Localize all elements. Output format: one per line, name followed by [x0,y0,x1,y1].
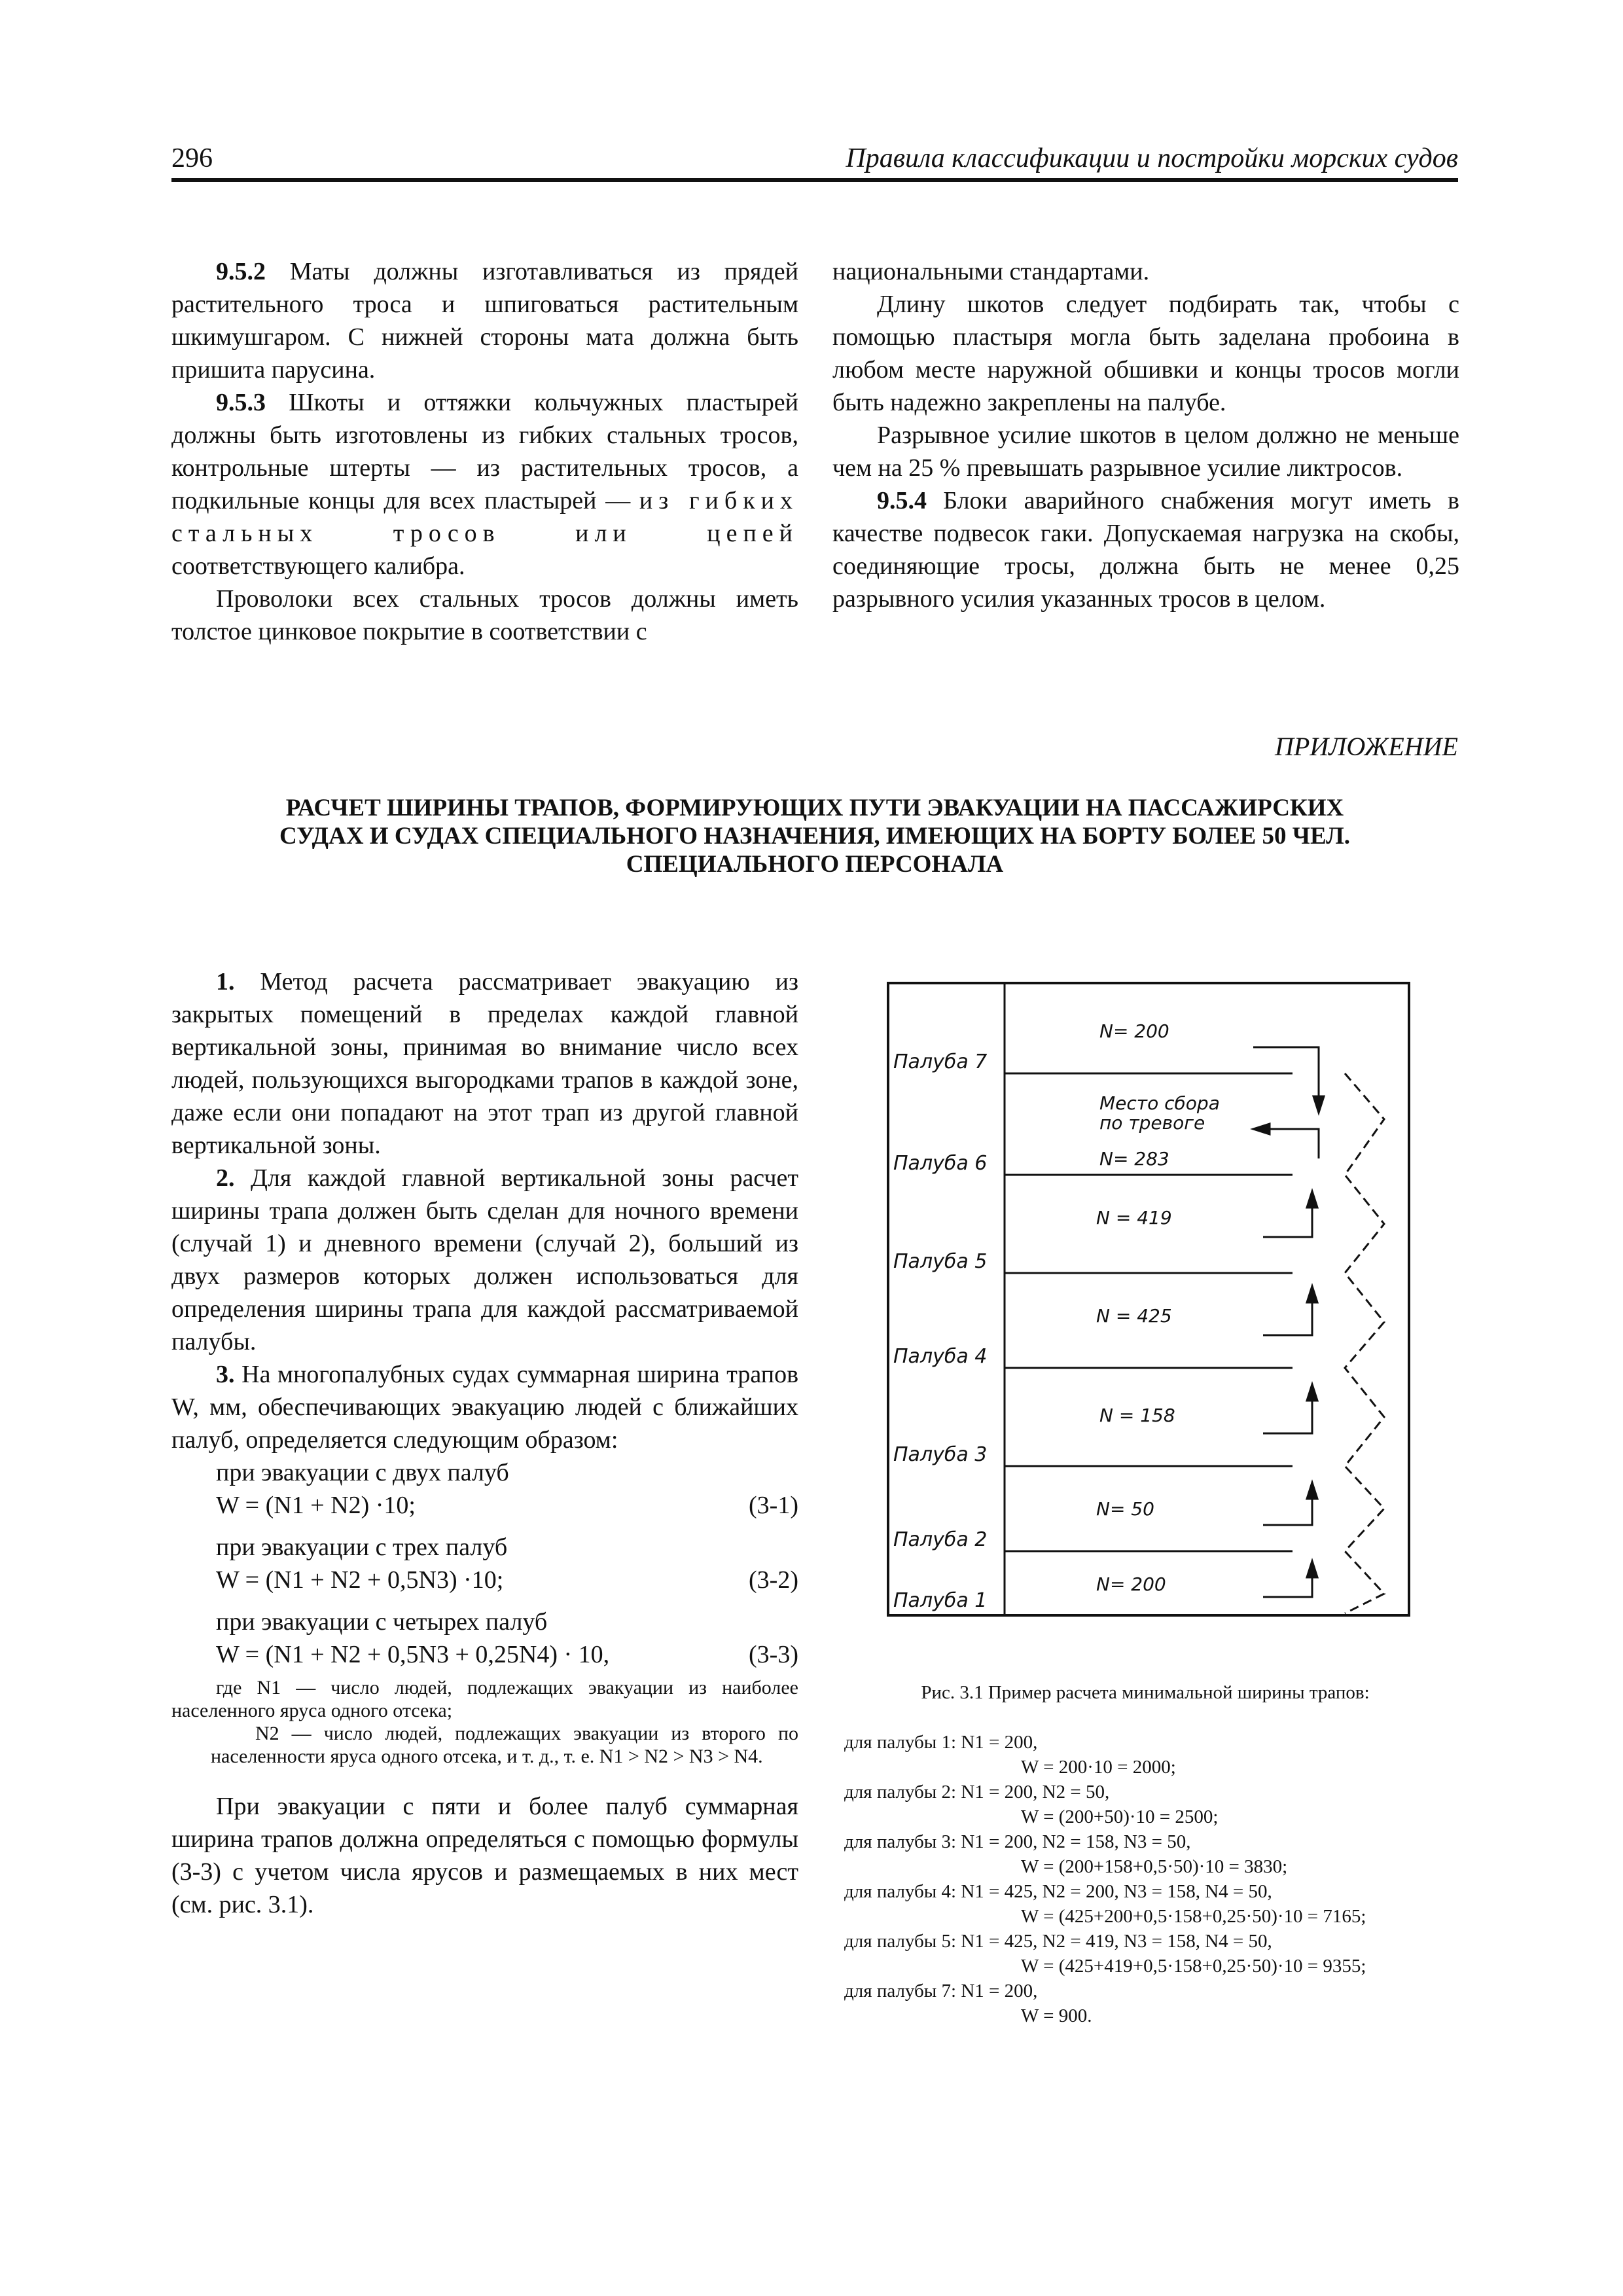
deck-label: Палуба 5 [893,1250,988,1273]
muster-station-label: Место сбора [1099,1092,1220,1114]
deck-label: Палуба 6 [893,1152,988,1175]
paragraph-9-5-2: 9.5.2 Маты должны изготавливаться из прядей растительного троса и шпиговаться растительным шкимушгаром. С нижней стороны мата должна быть пришита парусина. [171,258,798,384]
figure-frame [888,983,1409,1615]
deck-label: Палуба 1 [893,1589,988,1612]
appendix-heading [171,794,1458,878]
figure-caption: Рис. 3.1 Пример расчета минимальной ширины трапов: [921,1682,1370,1703]
paragraph-continuation: национальными стандартами. [832,258,1150,285]
occupant-count: N = 158 [1099,1405,1175,1426]
heading-line-1: РАСЧЕТ ШИРИНЫ ТРАПОВ, ФОРМИРУЮЩИХ ПУТИ ЭВАКУАЦИИ НА ПАССАЖИРСКИХ [285,795,1344,821]
calc-deck-4: для палубы 4: N1 = 425, N2 = 200, N3 = 158, N4 = 50, W = (425+200+0,5·158+0,25·50)·10 = 7165; [844,1881,1366,1927]
case-three-decks: при эвакуации с трех палуб [216,1534,508,1561]
calc-deck-5: для палубы 5: N1 = 425, N2 = 419, N3 = 158, N4 = 50, W = (425+419+0,5·158+0,25·50)·10 = 9355; [844,1931,1366,1977]
definitions [171,1676,798,1768]
deck-label: Палуба 3 [893,1443,988,1466]
body-left-column [171,965,798,1921]
calculation-list [844,1730,1366,2028]
occupant-count: N= 283 [1099,1148,1169,1170]
top-right-column [832,255,1459,615]
paragraph-9-5-3: 9.5.3 Шкоты и оттяжки кольчужных пластырей должны быть изготовлены из гибких стальных тросов, контрольные штерты — из растительных тросов, а подкильные концы для всех пластырей — из гибких стальных тросов или цепей соответствующего калибра. [171,389,799,580]
definition-n1: где N1 — число людей, подлежащих эвакуации из наиболее населенного яруса одного отсека; [171,1677,798,1721]
occupant-count: N = 419 [1096,1207,1172,1229]
deck-label: Палуба 4 [893,1345,988,1368]
equation-3-2: W = (N1 + N2 + 0,5N3) ·10; (3-2) [216,1566,798,1594]
occupant-count: N= 200 [1096,1573,1166,1595]
muster-station-label: по тревоге [1099,1112,1205,1134]
section-3: 3. На многопалубных судах суммарная ширина трапов W, мм, обеспечивающих эвакуацию людей с ближайших палуб, определяется следующим образом: [171,1361,799,1454]
appendix-label: ПРИЛОЖЕНИЕ [1275,732,1458,761]
calc-deck-2: для палубы 2: N1 = 200, N2 = 50, W = (200+50)·10 = 2500; [844,1782,1219,1827]
deck-label: Палуба 7 [893,1050,988,1073]
figure-stair-diagram [887,982,1410,1617]
case-four-decks: при эвакуации с четырех палуб [216,1608,548,1636]
calc-deck-1: для палубы 1: N1 = 200, W = 200·10 = 2000; [844,1732,1176,1778]
occupant-count: N= 200 [1099,1020,1169,1042]
definition-n2: N2 — число людей, подлежащих эвакуации из второго по населенности яруса одного отсека, и т. д., т. е. N1 > N2 > N3 > N4. [211,1723,798,1767]
page-number: 296 [171,143,213,173]
running-title: Правила классификации и постройки морских судов [846,143,1458,173]
case-two-decks: при эвакуации с двух палуб [216,1459,509,1486]
calc-deck-3: для палубы 3: N1 = 200, N2 = 158, N3 = 50, W = (200+158+0,5·50)·10 = 3830; [844,1831,1288,1877]
occupant-count: N= 50 [1096,1498,1154,1520]
deck-label: Палуба 2 [893,1528,988,1551]
section-2: 2. Для каждой главной вертикальной зоны расчет ширины трапа должен быть сделан для ночного времени (случай 1) и дневного времени (случай 2), больший из двух размеров которых должен использоваться для определения ширины трапа для каждой рассматриваемой палубы. [171,1164,798,1355]
equation-3-3: W = (N1 + N2 + 0,5N3 + 0,25N4) · 10, (3-3) [216,1641,798,1668]
final-paragraph: При эвакуации с пяти и более палуб суммарная ширина трапов должна определяться с помощью формулы (3-3) с учетом числа ярусов и размещаемых в них мест (см. рис. 3.1). [171,1793,798,1918]
heading-line-3: СПЕЦИАЛЬНОГО ПЕРСОНАЛА [626,851,1004,878]
equation-3-1: W = (N1 + N2) ·10; (3-1) [216,1492,798,1519]
header-rule [171,178,1458,182]
top-left-column [171,255,798,648]
calc-deck-7: для палубы 7: N1 = 200, W = 900. [844,1981,1092,2026]
paragraph-breaking-force: Разрывное усилие шкотов в целом должно не меньше чем на 25 % превышать разрывное усилие ликтросов. [832,422,1459,482]
paragraph-wires: Проволоки всех стальных тросов должны иметь толстое цинковое покрытие в соответствии с [171,585,798,645]
stair-zigzag [1345,1073,1384,1613]
paragraph-9-5-4: 9.5.4 Блоки аварийного снабжения могут иметь в качестве подвесок гаки. Допускаемая нагрузка на скобы, соединяющие тросы, должна быть не менее 0,25 разрывного усилия указанных тросов в целом. [832,487,1459,613]
paragraph-sheet-length: Длину шкотов следует подбирать так, чтобы с помощью пластыря могла быть заделана пробоина в любом месте наружной обшивки и концы тросов могли быть надежно закреплены на палубе. [832,291,1459,416]
flow-arrows [1253,1047,1324,1597]
section-1: 1. Метод расчета рассматривает эвакуацию из закрытых помещений в пределах каждой главной вертикальной зоны, принимая во внимание число всех людей, пользующихся выгородками трапов в каждой зоне, даже если они попадают на этот трап из другой главной вертикальной зоны. [171,968,799,1159]
occupant-count: N = 425 [1096,1305,1172,1327]
heading-line-2: СУДАХ И СУДАХ СПЕЦИАЛЬНОГО НАЗНАЧЕНИЯ, ИМЕЮЩИХ НА БОРТУ БОЛЕЕ 50 ЧЕЛ. [279,823,1350,850]
